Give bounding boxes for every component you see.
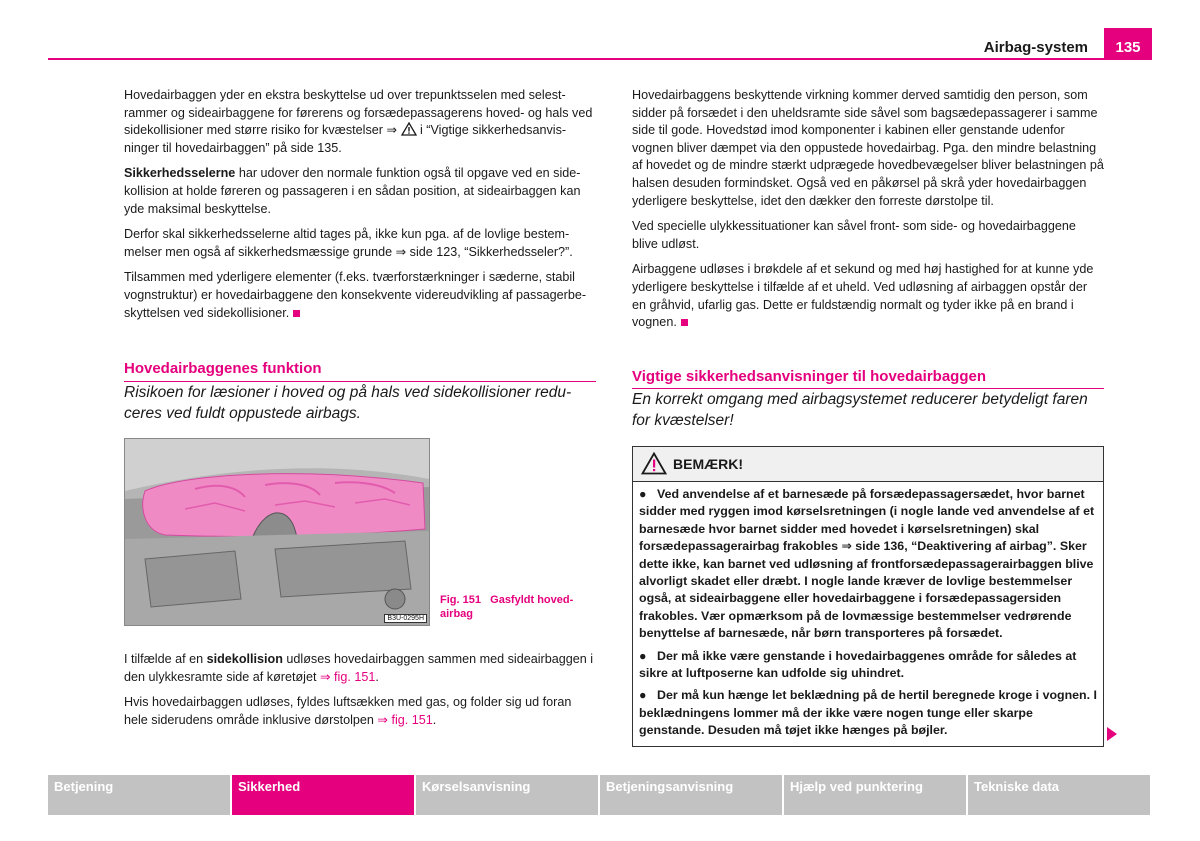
footer-nav [48, 775, 1152, 815]
running-header-title: Airbag-system [983, 39, 1088, 56]
page-number: 135 [1104, 28, 1152, 60]
warning-bullet: ● Der må kun hænge let beklædning på de hertil beregnede kroge i vognen. I beklædningens lommer må der ikke være nogen tunge eller skarpe genstande. Desuden må tøjet ikke hænges på bøjler. [639, 688, 1097, 738]
paragraph: Hovedairbaggen yder en ekstra beskyttelse ud over trepunktsselen med selestrammer og sideairbaggene for førerens og forsædepassagerens hoved- og hals ved sidekollisioner med større risiko for kvæstelser ⇒ i “Vigtige sikkerhedsanvisninger til hovedairbaggen” på side 135. [124, 88, 593, 155]
footer-tab-tekniske-data[interactable]: Tekniske data [968, 775, 1150, 815]
paragraph: Derfor skal sikkerhedsselerne altid tages på, ikke kun pga. af de lovlige bestemmelser men også af sikkerhedsmæssige grunde ⇒ side 123, “Sikkerhedsseler?”. [124, 227, 573, 259]
warning-bullet: ● Der må ikke være genstande i hovedairbaggenes område for således at sikre at luftposerne kan udfolde sig uhindret. [639, 648, 1077, 681]
warning-box [632, 446, 1104, 747]
header-rule [48, 58, 1152, 60]
figure-link[interactable]: ⇒ fig. 151 [377, 712, 433, 727]
figure-airbag-image [124, 438, 430, 626]
figure-link[interactable]: ⇒ fig. 151 [319, 669, 376, 684]
footer-tab-sikkerhed[interactable]: Sikkerhed [232, 775, 414, 815]
paragraph: Tilsammen med yderligere elementer (f.eks. tværforstærkninger i sæderne, stabil vognstruktur) er hovedairbaggene den konsekvente videreudvikling af passagerbeskyttelsen ved sidekollisioner. [124, 270, 587, 320]
warning-bullet: ● Ved anvendelse af et barnesæde på forsædepassagersædet, hvor barnet sidder med ryggen imod kørselsretningen (i nogle lande ved anvendelse af et barnesæde hvor barnet sidder med hovedet i kørselsretningen) skal forsædepassagerairbag frakobles ⇒ side 136, “Deaktivering af airbag”. Sker dette ikke, kan barnet ved udløsning af frontforsædepassagerairbaggen blive alvorligt skadet eller dræbt. I nogle lande kræver de lovlige bestemmelser også, at sideairbaggene eller hovedairbaggene i forsædepassagersiden frakobles. Vær opmærksom på de lovmæssige bestemmelser vedrørende benyttelse af barnesæde, når børn transporteres på forsædet. [639, 487, 1095, 641]
figure-caption: Fig. 151 Gasfyldt hovedairbag [440, 594, 574, 620]
paragraph: I tilfælde af en sidekollision udløses hovedairbaggen sammen med sideairbaggen i den ulykkesramte side af køretøjet ⇒ fig. 151. [124, 652, 594, 684]
figure-code: B3U-0295H [384, 614, 427, 623]
end-square-icon [293, 310, 300, 317]
left-column [124, 87, 596, 432]
warning-header [633, 447, 1103, 482]
paragraph: Hvis hovedairbaggen udløses, fyldes luftsækken med gas, og folder sig ud foran hele siderudens område inklusive dørstolpen ⇒ fig. 151. [124, 695, 572, 727]
end-square-icon [681, 319, 688, 326]
right-column [632, 87, 1104, 439]
paragraph: Sikkerhedsselerne har udover den normale funktion også til opgave ved en sidekollision at holde føreren og passageren i en sådan position, at sideairbaggen kan yde maksimal beskyttelse. [124, 166, 581, 216]
section-heading: Vigtige sikkerhedsanvisninger til hovedairbaggen [632, 368, 1104, 390]
section-intro: En korrekt omgang med airbagsystemet reducerer betydeligt faren for kvæstelser! [632, 391, 1088, 430]
warning-body [633, 482, 1103, 740]
car-interior-illustration [125, 439, 429, 625]
footer-tab-korselsanvisning[interactable]: Kørselsanvisning [416, 775, 598, 815]
footer-tab-betjeningsanvisning[interactable]: Betjeningsanvisning [600, 775, 782, 815]
paragraph: Ved specielle ulykkessituationer kan såvel front- som side- og hovedairbaggene blive udløst. [632, 219, 1076, 251]
footer-tab-hjaelp-ved-punktering[interactable]: Hjælp ved punktering [784, 775, 966, 815]
warning-triangle-icon [401, 122, 417, 136]
paragraph: Hovedairbaggens beskyttende virkning kommer derved samtidig den person, som sidder på forsædet i den uheldsramte side såvel som bagsædepassagerer i samme side til gode. Hovedstød imod komponenter i kabinen eller genstande udenfor vognen bliver dæmpet via den oppustede hovedairbag. Pga. den mindre belastning af hovedet og de mindre stærkt udprægede hovedbevægelser bliver belastningen på halsen desuden formindsket. Også ved en påkørsel på skrå yder hovedairbaggen yderligere beskyttelse, idet den dækker den forreste dørstolpe til. [632, 88, 1104, 208]
section-intro: Risikoen for læsioner i hoved og på hals ved sidekollisioner reduceres ved fuldt oppustede airbags. [124, 383, 572, 422]
next-page-arrow-icon[interactable] [1107, 727, 1117, 741]
left-column-lower [124, 651, 596, 737]
footer-tab-betjening[interactable]: Betjening [48, 775, 230, 815]
warning-triangle-icon [641, 452, 667, 475]
warning-title: BEMÆRK! [673, 456, 743, 472]
section-heading: Hovedairbaggenes funktion [124, 360, 596, 382]
paragraph: Airbaggene udløses i brøkdele af et sekund og med høj hastighed for at kunne yde yderligere beskyttelse i tilfælde af et uheld. Ved udløsning af airbaggen opstår der en gråhvid, ufarlig gas. Dette er fuldstændig normalt og tyder ikke på en brand i vognen. [632, 262, 1094, 330]
